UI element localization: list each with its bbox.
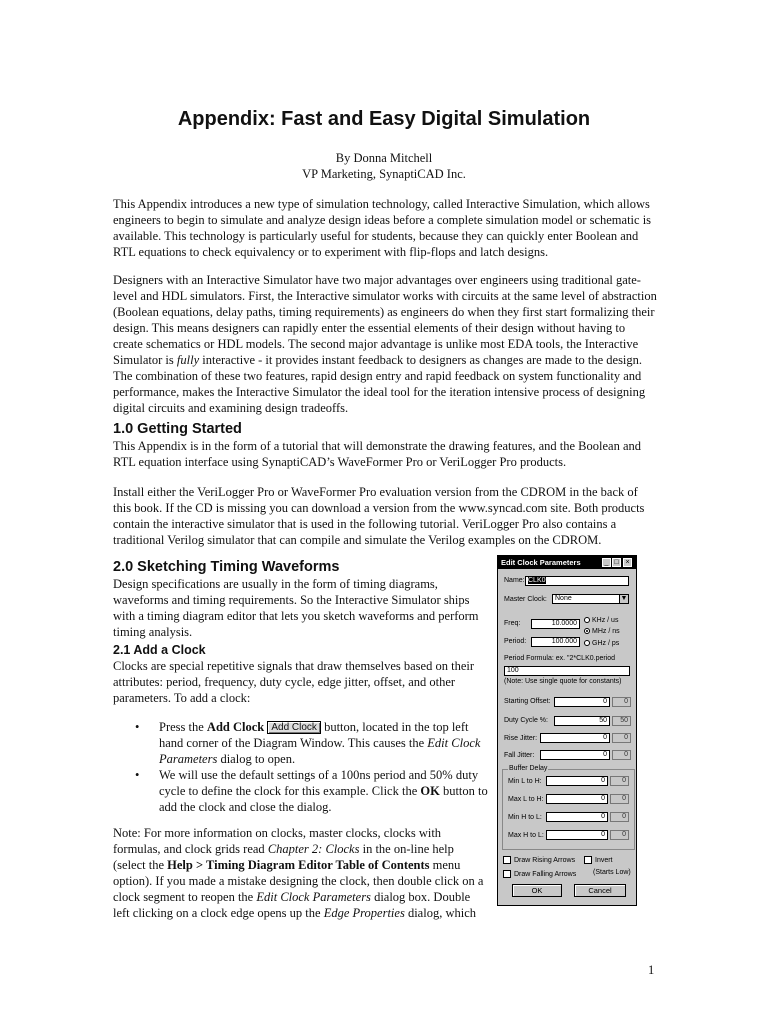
invert-label: Invert — [595, 856, 613, 864]
rise-jitter-input[interactable]: 0 — [540, 733, 610, 743]
draw-rising-arrows-checkbox[interactable] — [503, 856, 575, 864]
section-2-paragraph: Design specifications are usually in the form of timing diagrams, waveforms and timing requirements. So the Interactive Simulator ships with a timing diagram editor that lets you sketch waveforms and perform timing analysis. — [113, 577, 479, 639]
list-item — [113, 767, 493, 815]
unit-radio-ghz[interactable] — [584, 640, 619, 647]
note-emphasis-1: Chapter 2: Clocks — [267, 842, 360, 856]
section-1-heading: 1.0 Getting Started — [113, 421, 242, 437]
draw-rising-label: Draw Rising Arrows — [514, 856, 576, 864]
min-hl-label: Min H to L: — [508, 814, 542, 821]
unit-radio-khz[interactable] — [584, 617, 618, 624]
note-text-a: Note: For more information on clocks, master clocks, clocks with formulas, and clock grids read — [113, 826, 442, 856]
max-hl-readout: 0 — [610, 830, 629, 840]
bullet-1-text-b: button, located in the top left hand corner of the Diagram Window. This causes the — [159, 720, 469, 750]
bullet-2-end: button to add the clock and close the dialog. — [159, 784, 488, 814]
buffer-delay-label: Buffer Delay — [509, 765, 548, 772]
section-2-1-heading: 2.1 Add a Clock — [113, 643, 206, 657]
advantages-text-a: Designers with an Interactive Simulator have two major advantages over engineers using traditional gate-level and HDL simulators. First, the Interactive simulator works with circuits at the same level of abstraction (Boolean equations, delay paths, timing requirements) as engineers do when they first start formalizing their design. This means designers can rapidly enter the essential elements of their design without having to create schematics or HDL models. The second major advantage is unlike most EDA tools, the Interactive Simulator is — [113, 273, 657, 367]
unit-label-khz: KHz / us — [592, 617, 619, 624]
section-2-heading: 2.0 Sketching Timing Waveforms — [113, 559, 340, 575]
bullet-icon: • — [135, 768, 140, 782]
unit-radio-mhz[interactable] — [584, 628, 620, 635]
radio-selected-icon — [584, 628, 590, 634]
instruction-list — [113, 719, 493, 815]
advantages-emphasis: fully — [176, 353, 200, 367]
note-text-e: dialog, which — [404, 906, 476, 920]
period-formula-label: Period Formula: ex. "2*CLK0.period — [504, 655, 616, 662]
note-bold: Help > Timing Diagram Editor Table of Contents — [167, 858, 430, 872]
note-emphasis-3: Edge Properties — [323, 906, 405, 920]
radio-icon — [584, 640, 590, 646]
maximize-icon[interactable]: □ — [612, 558, 621, 567]
max-lh-readout: 0 — [610, 794, 629, 804]
edit-clock-parameters-dialog — [497, 555, 637, 906]
list-item — [113, 719, 493, 767]
bullet-2-text: We will use the default settings of a 100ns period and 50% duty cycle to define the clock for this example. Click the — [159, 768, 479, 798]
dialog-title: Edit Clock Parameters — [498, 556, 636, 569]
radio-icon — [584, 617, 590, 623]
fall-jitter-readout: 0 — [612, 750, 631, 760]
bullet-icon: • — [135, 720, 140, 734]
checkbox-icon — [503, 870, 511, 878]
invert-checkbox[interactable] — [584, 856, 613, 864]
master-clock-label: Master Clock: — [504, 596, 547, 603]
author-role: VP Marketing, SynaptiCAD Inc. — [302, 167, 466, 181]
bullet-2-bold: OK — [420, 784, 440, 798]
name-input[interactable] — [525, 576, 629, 586]
note-text-d: dialog box. Double left clicking on a clock edge opens up the — [113, 890, 471, 920]
bullet-1-end: dialog to open. — [217, 752, 296, 766]
note-emphasis-2: Edit Clock Parameters — [256, 890, 371, 904]
duty-cycle-label: Duty Cycle %: — [504, 717, 548, 724]
rise-jitter-label: Rise Jitter: — [504, 735, 538, 742]
starts-low-label: (Starts Low) — [593, 869, 631, 876]
fall-jitter-input[interactable]: 0 — [540, 750, 610, 760]
section-2-1-paragraph: Clocks are special repetitive signals that draw themselves based on their attributes: period, frequency, duty cycle, edge jitter, offset, and other parameters. To add a clock: — [113, 659, 474, 705]
ok-button[interactable]: OK — [512, 884, 562, 897]
starting-offset-label: Starting Offset: — [504, 698, 551, 705]
freq-input[interactable]: 10.0000 — [531, 619, 580, 629]
close-icon[interactable]: × — [623, 558, 632, 567]
note-text-b: in the on-line help (select the — [113, 842, 454, 872]
min-lh-input[interactable]: 0 — [546, 776, 608, 786]
cancel-button[interactable]: Cancel — [574, 884, 626, 897]
name-label: Name: — [504, 577, 525, 584]
max-lh-input[interactable]: 0 — [546, 794, 608, 804]
max-lh-label: Max L to H: — [508, 796, 544, 803]
note-paragraph — [113, 825, 485, 921]
section-1-paragraph-2: Install either the VeriLogger Pro or WaveFormer Pro evaluation version from the CDROM in the back of this book. If the CD is missing you can download a version from the www.syncad.com site. Both products contain the interactive simulator that is used in the following tutorial. VeriLogger Pro also contains a traditional Verilog simulator that can compile and simulate the Verilog examples on the CDROM. — [113, 485, 645, 547]
advantages-paragraph — [113, 272, 658, 416]
unit-label-ghz: GHz / ps — [592, 640, 620, 647]
period-label: Period: — [504, 638, 527, 645]
max-hl-label: Max H to L: — [508, 832, 544, 839]
freq-label: Freq: — [504, 620, 521, 627]
checkbox-icon — [503, 856, 511, 864]
max-hl-input[interactable]: 0 — [546, 830, 608, 840]
intro-paragraph: This Appendix introduces a new type of simulation technology, called Interactive Simulation, which allows engineers to begin to simulate and analyze design ideas before a complete simulation model or schematic is available. This technology is particularly useful for students, because they can quickly enter Boolean and RTL equations to check equivalency or to experiment with flip-flops and latch designs. — [113, 197, 652, 259]
advantages-text-b: interactive - it provides instant feedback to designers as changes are made to the design. The combination of these two features, rapid design entry and rapid feedback on system functionality and performance, makes the Interactive Simulator the ideal tool for the iteration intensive process of designing digital circuits and examining design tradeoffs. — [113, 353, 646, 415]
formula-note: (Note: Use single quote for constants) — [504, 678, 622, 685]
master-clock-select[interactable] — [552, 594, 629, 604]
note-text-c: menu option). If you made a mistake designing the clock, then double click on a clock segment to reopen the — [113, 858, 484, 904]
duty-cycle-input[interactable]: 50 — [554, 716, 610, 726]
page-number: 1 — [648, 963, 655, 977]
section-1-paragraph-1: This Appendix is in the form of a tutorial that will demonstrate the drawing features, and the Boolean and RTL equation interface using SynaptiCAD’s WaveFormer Pro or VeriLogger Pro products. — [113, 439, 641, 469]
rise-jitter-readout: 0 — [612, 733, 631, 743]
author-line: By Donna Mitchell — [335, 151, 433, 165]
bullet-1-bold: Add Clock — [206, 720, 265, 734]
starting-offset-input[interactable]: 0 — [554, 697, 610, 707]
checkbox-icon — [584, 856, 592, 864]
unit-label-mhz: MHz / ns — [592, 628, 620, 635]
draw-falling-label: Draw Falling Arrows — [514, 870, 577, 878]
min-hl-input[interactable]: 0 — [546, 812, 608, 822]
period-input[interactable]: 100.000 — [531, 637, 580, 647]
draw-falling-arrows-checkbox[interactable] — [503, 870, 576, 878]
chevron-down-icon[interactable]: ▼ — [620, 595, 628, 602]
byline — [0, 150, 768, 182]
minimize-icon[interactable]: _ — [602, 558, 611, 567]
min-hl-readout: 0 — [610, 812, 629, 822]
period-formula-input[interactable]: 100 — [504, 666, 630, 676]
min-lh-label: Min L to H: — [508, 778, 542, 785]
min-lh-readout: 0 — [610, 776, 629, 786]
fall-jitter-label: Fall Jitter: — [504, 752, 535, 759]
document-title: Appendix: Fast and Easy Digital Simulation — [177, 108, 591, 130]
starting-offset-readout: 0 — [612, 697, 631, 707]
master-clock-value: None — [555, 595, 572, 602]
bullet-1-emphasis: Edit Clock Parameters — [159, 736, 481, 766]
bullet-1-text: Press the — [159, 720, 207, 734]
name-value: CLK0 — [528, 577, 546, 584]
add-clock-button-image: Add Clock — [267, 721, 321, 734]
duty-cycle-readout: 50 — [612, 716, 631, 726]
